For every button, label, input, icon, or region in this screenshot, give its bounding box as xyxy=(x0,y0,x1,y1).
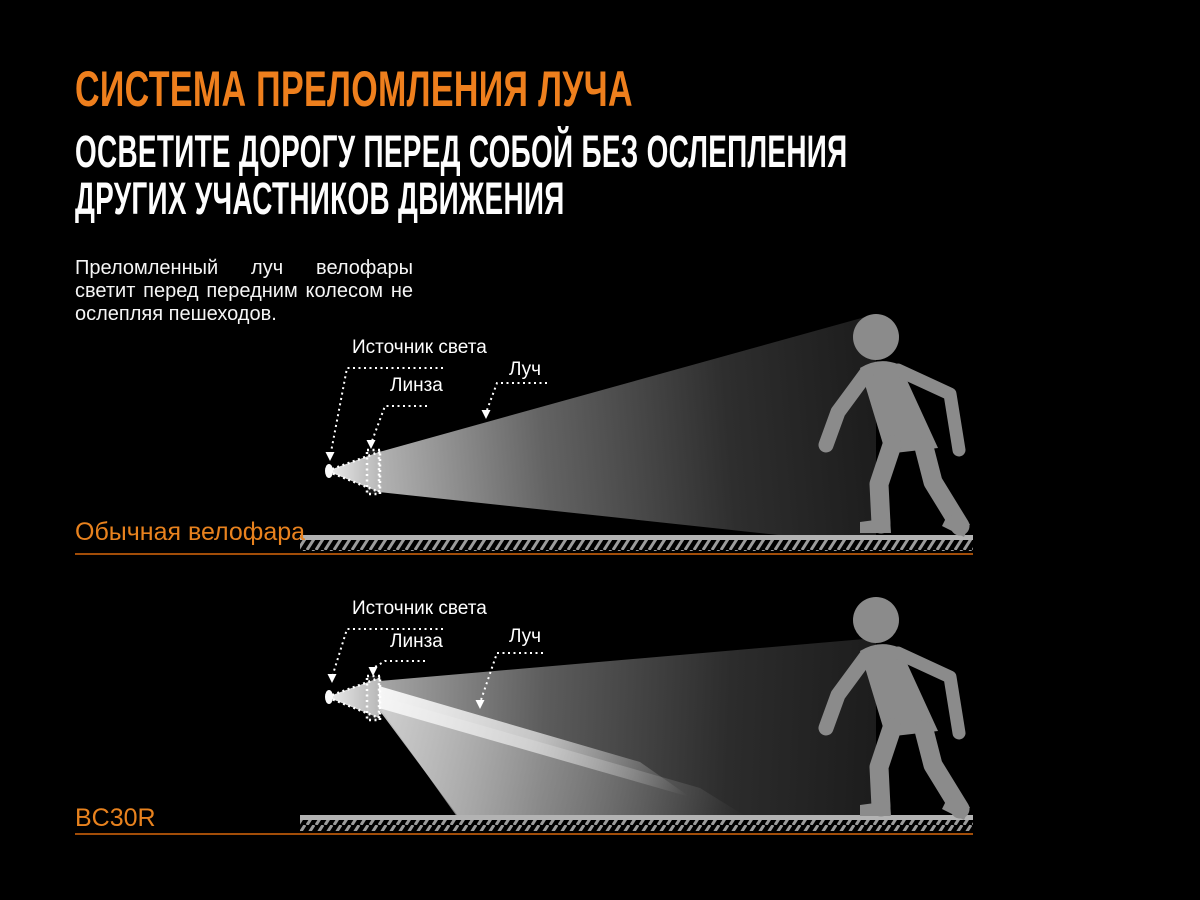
light-source-ordinary xyxy=(325,464,333,478)
orange-rule-bc30r xyxy=(75,833,973,835)
light-source-bc30r xyxy=(325,690,333,704)
label-beam-bc30r: Луч xyxy=(509,626,542,647)
lens-bc30r xyxy=(367,676,380,720)
label-lens-ordinary: Линза xyxy=(390,375,443,396)
ground-bar-ordinary xyxy=(300,535,973,540)
lens-ordinary xyxy=(367,450,380,494)
caption-ordinary-bike-light: Обычная велофара xyxy=(75,518,306,546)
label-lens-bc30r: Линза xyxy=(390,631,443,652)
ground-hatch-ordinary xyxy=(300,540,973,551)
description-paragraph: Преломленный луч велофары светит перед передним колесом не ослепляя пешеходов. xyxy=(75,257,413,325)
orange-rule-ordinary xyxy=(75,553,973,555)
label-light-source-bc30r: Источник света xyxy=(352,598,487,619)
page-title: СИСТЕМА ПРЕЛОМЛЕНИЯ ЛУЧА xyxy=(75,61,633,117)
label-light-source-ordinary: Источник света xyxy=(352,337,487,358)
caption-bc30r: BC30R xyxy=(75,804,156,832)
subtitle-line-2: ДРУГИХ УЧАСТНИКОВ ДВИЖЕНИЯ xyxy=(75,173,565,224)
ground-hatch-bc30r xyxy=(300,820,973,831)
subtitle-line-1: ОСВЕТИТЕ ДОРОГУ ПЕРЕД СОБОЙ БЕЗ ОСЛЕПЛЕНИЯ xyxy=(75,126,848,177)
label-beam-ordinary: Луч xyxy=(509,359,542,380)
